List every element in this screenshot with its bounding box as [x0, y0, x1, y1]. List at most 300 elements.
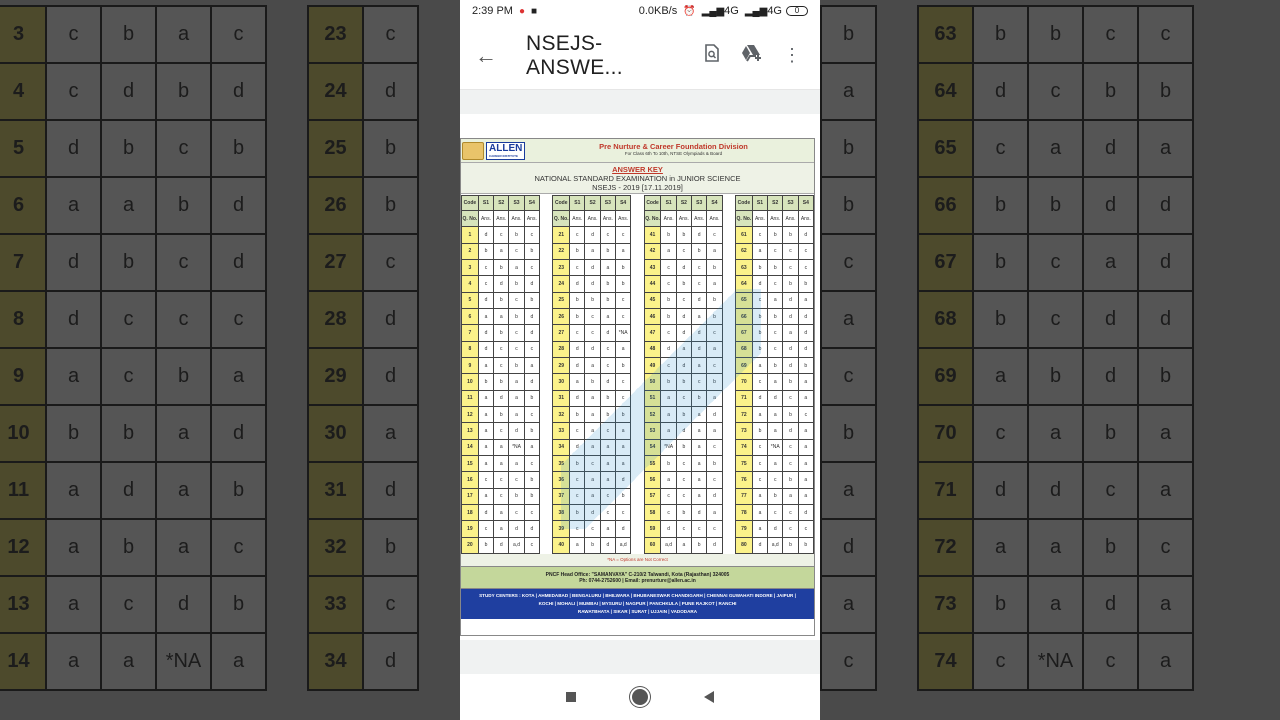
bg-answer-cell: b — [1083, 519, 1138, 576]
bg-row — [0, 234, 418, 291]
bg-answer-cell: b — [46, 405, 101, 462]
answer-cell: b — [752, 309, 767, 325]
bg-question-number: 71 — [918, 462, 973, 519]
question-number: 1 — [462, 227, 479, 243]
answer-cell: d — [616, 472, 631, 488]
bg-answer-cell: d — [363, 633, 418, 690]
table-row — [462, 276, 540, 292]
bg-row — [0, 291, 418, 348]
bg-answer-cell: a — [101, 177, 156, 234]
bg-answer-cell: a — [156, 462, 211, 519]
answer-cell: c — [692, 374, 707, 390]
answer-cell: b — [692, 537, 707, 553]
answer-cell: c — [707, 472, 722, 488]
bg-question-number: 64 — [918, 63, 973, 120]
bg-answer-cell: d — [1138, 234, 1193, 291]
answer-cell: d — [524, 276, 539, 292]
table-row — [735, 390, 813, 406]
bg-question-number: 29 — [308, 348, 363, 405]
question-number: 66 — [735, 309, 752, 325]
bg-answer-cell: a — [1083, 234, 1138, 291]
question-number: 75 — [735, 455, 752, 471]
bg-answer-cell: a — [156, 6, 211, 63]
answer-cell: a — [616, 423, 631, 439]
question-number: 19 — [462, 521, 479, 537]
table-row — [644, 309, 722, 325]
back-button[interactable] — [704, 691, 714, 703]
answer-cell: b — [707, 309, 722, 325]
table-row — [735, 374, 813, 390]
bg-question-number: 67 — [918, 234, 973, 291]
question-number: 44 — [644, 276, 661, 292]
answer-cell: d — [661, 521, 676, 537]
bg-row — [0, 576, 418, 633]
bg-answer-cell: b — [973, 6, 1028, 63]
question-number: 34 — [553, 439, 570, 455]
bg-question-number: 32 — [308, 519, 363, 576]
answer-cell: b — [798, 357, 813, 373]
question-number: 54 — [644, 439, 661, 455]
table-row — [462, 537, 540, 553]
table-row — [462, 423, 540, 439]
back-arrow-icon[interactable]: ← — [475, 42, 497, 68]
bg-answer-cell: c — [101, 348, 156, 405]
table-row — [553, 309, 631, 325]
answer-cell: d — [509, 521, 524, 537]
bg-answer-cell: b — [363, 177, 418, 234]
answer-cell: c — [509, 504, 524, 520]
answer-cell: b — [524, 472, 539, 488]
table-row — [462, 521, 540, 537]
table-row — [735, 227, 813, 243]
answer-cell: c — [585, 521, 600, 537]
bg-answer-cell: b — [101, 234, 156, 291]
battery-icon: 0 — [786, 6, 808, 16]
bg-answer-cell: d — [211, 177, 266, 234]
alarm-icon: ⏰ — [683, 5, 696, 17]
question-number: 49 — [644, 357, 661, 373]
answer-cell: b — [707, 455, 722, 471]
set-header: S3 — [509, 196, 524, 211]
bg-question-number: 9 — [0, 348, 46, 405]
bg-row — [0, 519, 418, 576]
code-header: Code — [553, 196, 570, 211]
answer-cell: c — [783, 260, 798, 276]
background-left-table — [0, 5, 419, 691]
question-number: 37 — [553, 488, 570, 504]
question-number: 68 — [735, 341, 752, 357]
ans-header: Ans. — [752, 211, 767, 227]
answer-cell: c — [616, 309, 631, 325]
answer-cell: b — [768, 227, 783, 243]
question-number: 62 — [735, 243, 752, 259]
question-number: 18 — [462, 504, 479, 520]
answer-cell: *NA — [509, 439, 524, 455]
question-number: 28 — [553, 341, 570, 357]
answer-cell: d — [783, 341, 798, 357]
question-number: 27 — [553, 325, 570, 341]
bg-answer-cell: b — [101, 120, 156, 177]
answer-cell: b — [524, 292, 539, 308]
table-row — [553, 455, 631, 471]
answer-cell: a — [707, 423, 722, 439]
background-right-table — [820, 5, 1194, 691]
answer-cell: c — [661, 488, 676, 504]
answer-cell: a — [768, 423, 783, 439]
answer-cell: c — [524, 537, 539, 553]
answer-cell: a — [478, 406, 493, 422]
status-time: 2:39 PM — [472, 5, 513, 17]
bg-row — [820, 462, 1193, 519]
answer-cell: c — [798, 406, 813, 422]
answer-cell: b — [798, 537, 813, 553]
answer-cell: a,d — [616, 537, 631, 553]
bg-answer-cell: c — [156, 234, 211, 291]
answer-cell: d — [752, 276, 767, 292]
answer-cell: d — [783, 357, 798, 373]
answer-cell: b — [798, 276, 813, 292]
bg-answer-cell: c — [1028, 234, 1083, 291]
bg-answer-cell: b — [101, 405, 156, 462]
bg-question-number: 63 — [918, 6, 973, 63]
answer-cell: d — [707, 488, 722, 504]
division-subtitle: For Class 6th To 10th, NTSE Olympiads & Board — [624, 151, 723, 156]
answer-cell: d — [524, 374, 539, 390]
answer-cell: a — [478, 439, 493, 455]
bg-answer-cell: a — [101, 633, 156, 690]
answer-cell: d — [661, 341, 676, 357]
table-row — [735, 521, 813, 537]
table-row — [462, 357, 540, 373]
bg-answer-cell: c — [1028, 63, 1083, 120]
bg-answer-cell: b — [973, 177, 1028, 234]
answer-cell: d — [783, 423, 798, 439]
answer-cell: c — [494, 423, 509, 439]
bg-row — [0, 63, 418, 120]
signal-icon-1: ▂▄▆ — [701, 5, 725, 17]
bg-question-number: 73 — [918, 576, 973, 633]
bg-answer-cell: d — [1028, 462, 1083, 519]
bg-question-number: 69 — [918, 348, 973, 405]
bg-answer-cell: b — [1138, 348, 1193, 405]
question-number: 26 — [553, 309, 570, 325]
question-number: 56 — [644, 472, 661, 488]
answer-cell: d — [707, 537, 722, 553]
bg-answer-cell: d — [363, 63, 418, 120]
set-header: S1 — [661, 196, 676, 211]
answer-cell: c — [783, 521, 798, 537]
answer-cell: d — [676, 260, 691, 276]
question-number: 13 — [462, 423, 479, 439]
bg-question-number: 70 — [918, 405, 973, 462]
answer-cell: b — [509, 276, 524, 292]
answer-cell: a — [616, 455, 631, 471]
answer-cell: b — [494, 406, 509, 422]
bg-row — [0, 405, 418, 462]
answer-cell: b — [768, 357, 783, 373]
bg-answer-cell: d — [363, 291, 418, 348]
answer-cell: c — [600, 504, 615, 520]
answer-cell: b — [570, 406, 585, 422]
answer-cell: b — [707, 260, 722, 276]
answer-cell: c — [661, 276, 676, 292]
answer-cell: b — [509, 357, 524, 373]
bg-answer-cell: b — [973, 234, 1028, 291]
answer-cell: d — [768, 521, 783, 537]
bg-answer-cell: a — [821, 462, 876, 519]
bg-answer-cell: c — [363, 6, 418, 63]
table-row — [644, 292, 722, 308]
question-number: 46 — [644, 309, 661, 325]
bg-answer-cell: b — [156, 348, 211, 405]
answer-cell: a — [600, 455, 615, 471]
table-row — [644, 488, 722, 504]
bg-answer-cell: c — [211, 291, 266, 348]
bg-answer-cell: c — [101, 291, 156, 348]
answer-cell: b — [494, 374, 509, 390]
bg-row — [820, 6, 1193, 63]
bg-row — [820, 576, 1193, 633]
bg-answer-cell: c — [821, 633, 876, 690]
answer-cell: c — [707, 325, 722, 341]
answer-cell: c — [768, 504, 783, 520]
home-button[interactable] — [632, 689, 648, 705]
answer-cell: b — [783, 276, 798, 292]
answer-cell: d — [478, 504, 493, 520]
answer-cell: b — [616, 260, 631, 276]
bg-answer-cell: a — [1138, 576, 1193, 633]
answer-cell: c — [524, 227, 539, 243]
bg-answer-cell: d — [1083, 177, 1138, 234]
bg-answer-cell: b — [821, 6, 876, 63]
office-address: PNCF Head Office: "SAMANVAYA" C-210/2 Talwandi, Kota (Rajasthan) 324005 — [545, 572, 730, 578]
set-header: S4 — [707, 196, 722, 211]
answer-cell: c — [585, 325, 600, 341]
ans-header: Ans. — [494, 211, 509, 227]
answer-cell: c — [752, 227, 767, 243]
network-type-2: 4G — [767, 5, 782, 17]
bg-answer-cell: c — [211, 519, 266, 576]
add-to-drive-icon[interactable] — [732, 44, 772, 67]
answer-cell: c — [752, 439, 767, 455]
answer-cell: d — [798, 341, 813, 357]
answer-cell: a — [707, 390, 722, 406]
answer-cell: c — [768, 276, 783, 292]
answer-cell: a — [509, 406, 524, 422]
answer-cell: a — [692, 439, 707, 455]
answer-cell: c — [783, 455, 798, 471]
answer-cell: d — [494, 537, 509, 553]
table-row — [462, 390, 540, 406]
app-bar — [460, 22, 820, 90]
set-header: S2 — [768, 196, 783, 211]
question-number: 23 — [553, 260, 570, 276]
question-number: 45 — [644, 292, 661, 308]
bg-question-number: 72 — [918, 519, 973, 576]
question-number: 47 — [644, 325, 661, 341]
table-row — [462, 439, 540, 455]
title-block — [461, 163, 814, 194]
answer-cell: a — [494, 504, 509, 520]
bg-answer-cell: b — [821, 120, 876, 177]
table-row — [462, 504, 540, 520]
bg-question-number: 33 — [308, 576, 363, 633]
answer-cell: d — [692, 227, 707, 243]
question-number: 41 — [644, 227, 661, 243]
answer-table-3 — [644, 195, 723, 554]
answer-cell: d — [798, 504, 813, 520]
bg-answer-cell: b — [1028, 6, 1083, 63]
answer-cell: c — [768, 341, 783, 357]
bg-answer-cell: a — [46, 576, 101, 633]
set-header: S2 — [494, 196, 509, 211]
question-number: 76 — [735, 472, 752, 488]
bg-answer-cell: a — [46, 462, 101, 519]
answer-cell: d — [494, 390, 509, 406]
background-left-zoom — [0, 0, 460, 720]
answer-cell: c — [570, 423, 585, 439]
bg-answer-cell: a — [821, 291, 876, 348]
bg-answer-cell: d — [101, 63, 156, 120]
question-number: 9 — [462, 357, 479, 373]
answer-cell: d — [692, 341, 707, 357]
question-number: 2 — [462, 243, 479, 259]
bg-row — [820, 234, 1193, 291]
answer-cell: a — [692, 309, 707, 325]
answer-cell: b — [570, 455, 585, 471]
answer-cell: b — [524, 488, 539, 504]
answer-cell: a — [661, 406, 676, 422]
bg-answer-cell: c — [363, 234, 418, 291]
answer-cell: c — [661, 260, 676, 276]
logo-brand: ALLEN — [489, 142, 523, 154]
bg-answer-cell: c — [101, 576, 156, 633]
answer-cell: d — [585, 260, 600, 276]
bg-answer-cell: d — [156, 576, 211, 633]
bg-answer-cell: a — [363, 405, 418, 462]
bg-question-number: 12 — [0, 519, 46, 576]
bg-answer-cell: c — [1083, 6, 1138, 63]
answer-cell: a — [509, 260, 524, 276]
answer-cell: *NA — [616, 325, 631, 341]
bg-answer-cell: c — [973, 120, 1028, 177]
answer-cell: a — [570, 374, 585, 390]
background-right-zoom — [820, 0, 1280, 720]
answer-cell: c — [570, 325, 585, 341]
answer-cell: b — [616, 488, 631, 504]
answer-cell: c — [768, 325, 783, 341]
bg-row — [0, 120, 418, 177]
answer-cell: c — [661, 357, 676, 373]
answer-cell: a — [661, 243, 676, 259]
status-bar — [460, 0, 820, 22]
question-number: 60 — [644, 537, 661, 553]
centers-line-2: KOCHI | MOHALI | MUMBAI | MYSURU | NAGPUR | PANCHKULA | PUNE RAJKOT | RANCHI — [538, 601, 737, 606]
question-number: 77 — [735, 488, 752, 504]
answer-cell: b — [600, 406, 615, 422]
table-row — [462, 406, 540, 422]
answer-cell: c — [570, 472, 585, 488]
answer-cell: b — [783, 374, 798, 390]
bg-answer-cell: d — [363, 348, 418, 405]
more-options-icon[interactable]: ⋮ — [783, 45, 801, 65]
answer-cell: a — [661, 472, 676, 488]
bg-answer-cell: c — [46, 63, 101, 120]
answer-cell: b — [570, 292, 585, 308]
bg-answer-cell: a — [973, 519, 1028, 576]
answer-cell: d — [524, 309, 539, 325]
bg-answer-cell: a — [211, 633, 266, 690]
question-number: 11 — [462, 390, 479, 406]
answer-cell: d — [676, 309, 691, 325]
answer-cell: d — [692, 504, 707, 520]
question-number: 57 — [644, 488, 661, 504]
bg-answer-cell: a — [1138, 462, 1193, 519]
bg-answer-cell: a — [46, 348, 101, 405]
answer-cell: a — [585, 390, 600, 406]
na-footnote: *NA = Options are Not Correct — [461, 554, 814, 566]
answer-cell: b — [600, 243, 615, 259]
pdf-page[interactable] — [460, 114, 820, 640]
table-row — [735, 357, 813, 373]
ans-header: Ans. — [783, 211, 798, 227]
answer-cell: c — [478, 521, 493, 537]
table-row — [553, 276, 631, 292]
answer-tables — [461, 194, 814, 554]
answer-cell: a — [494, 243, 509, 259]
answer-cell: d — [600, 325, 615, 341]
question-number: 51 — [644, 390, 661, 406]
answer-cell: c — [616, 504, 631, 520]
answer-key-document — [460, 138, 815, 636]
find-in-page-icon[interactable] — [692, 44, 732, 67]
answer-cell: c — [692, 260, 707, 276]
answer-cell: c — [570, 521, 585, 537]
bg-answer-cell: b — [973, 291, 1028, 348]
table-row — [644, 537, 722, 553]
bg-answer-cell: c — [973, 405, 1028, 462]
question-number: 24 — [553, 276, 570, 292]
table-row — [735, 309, 813, 325]
answer-cell: b — [616, 406, 631, 422]
table-row — [553, 439, 631, 455]
bg-answer-cell: b — [821, 405, 876, 462]
qno-header: Q. No. — [553, 211, 570, 227]
office-contact: Ph: 0744-2752600 | Email: prenurture@allen.ac.in — [579, 578, 696, 584]
answer-cell: d — [585, 276, 600, 292]
answer-cell: b — [783, 227, 798, 243]
bg-answer-cell: d — [1083, 576, 1138, 633]
bg-row — [0, 177, 418, 234]
table-row — [462, 472, 540, 488]
question-number: 6 — [462, 309, 479, 325]
answer-cell: a — [570, 537, 585, 553]
answer-cell: c — [570, 488, 585, 504]
answer-cell: a — [478, 423, 493, 439]
answer-cell: a — [524, 439, 539, 455]
answer-cell: c — [616, 227, 631, 243]
answer-cell: a — [600, 309, 615, 325]
answer-cell: a — [783, 488, 798, 504]
question-number: 25 — [553, 292, 570, 308]
recents-button[interactable] — [566, 692, 576, 702]
answer-cell: c — [676, 521, 691, 537]
question-number: 65 — [735, 292, 752, 308]
table-row — [553, 521, 631, 537]
bg-answer-cell: d — [1083, 348, 1138, 405]
answer-cell: c — [752, 374, 767, 390]
answer-cell: a — [768, 406, 783, 422]
